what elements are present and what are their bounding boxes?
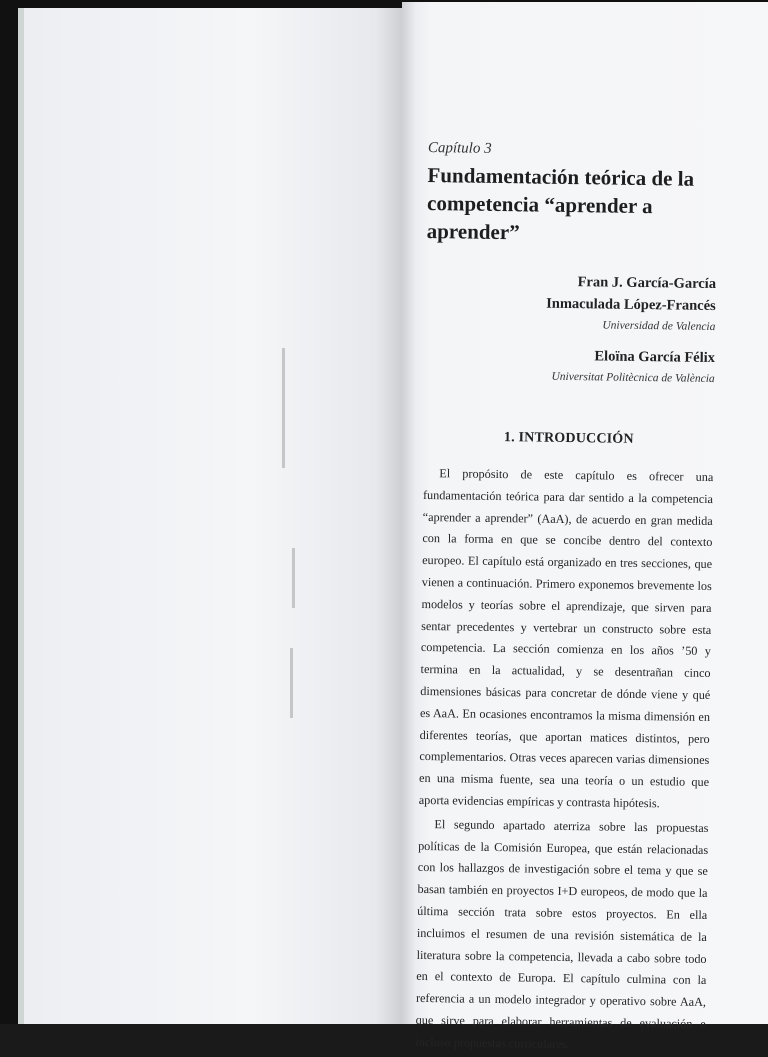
show-through-mark: [292, 548, 295, 608]
author-affiliation: Universitat Politècnica de València: [551, 370, 715, 386]
show-through-mark: [290, 648, 293, 718]
left-page-blank: [18, 8, 402, 1024]
author-name: Eloïna García Félix: [594, 348, 716, 367]
spine-shadow: [402, 2, 416, 1024]
chapter-content: [415, 140, 718, 1057]
body-paragraph: El segundo apartado aterriza sobre las propuestas políticas de la Comisión Europea, que están relacionadas con los hallazgos de investigación sobre el tema y que se basan también en proyectos I+D europeos, de modo que la última sección trata sobre estos proyectos. En ella incluimos el resumen de una revisión sistemática de la literatura sobre la competencia, llevada a cabo sobre todo en el contexto de Europa. El capítulo culmina con la referencia a un modelo integrador y operativo sobre AaA, que sirve para elaborar herramientas de evaluación e incluso propuestas curriculares.: [415, 816, 709, 1051]
chapter-label: Capítulo 3: [427, 140, 492, 157]
author-affiliation: Universidad de Valencia: [602, 319, 716, 334]
author-block: [425, 269, 717, 389]
spine-shadow: [376, 8, 402, 1024]
body-paragraph: El propósito de este capítulo es ofrecer una fundamentación teórica para dar sentido a la competencia “aprender a aprender” (AaA), de acuerdo en gran medida con la forma en que se concibe dentro del contexto europeo. El capítulo está organizado en tres secciones, que vienen a continuación. Primero exponemos brevemente los modelos y teorías sobre el aprendizaje, que sirven para sentar precedentes y vertebrar un constructo sobre esta competencia. La sección comienza en los años ’50 y termina en la actualidad, y se desentrañan cinco dimensiones básicas para concretar de dónde viene y qué es AaA. En ocasiones encontramos la misma dimensión en diferentes teorías, que aportan matices distintos, pero complementarios. Otras veces aparecen varias dimensiones en una misma fuente, sea una teoría o un estudio que aporta evidencias empíricas y contrasta hipótesis.: [418, 466, 714, 811]
show-through-mark: [282, 348, 285, 468]
section-heading: 1. INTRODUCCIÓN: [503, 430, 634, 447]
author-name: Inmaculada López-Francés: [546, 295, 716, 315]
author-name: Fran J. García-García: [577, 274, 717, 293]
chapter-title: Fundamentación teórica de la competencia “aprender a aprender”: [426, 162, 695, 245]
